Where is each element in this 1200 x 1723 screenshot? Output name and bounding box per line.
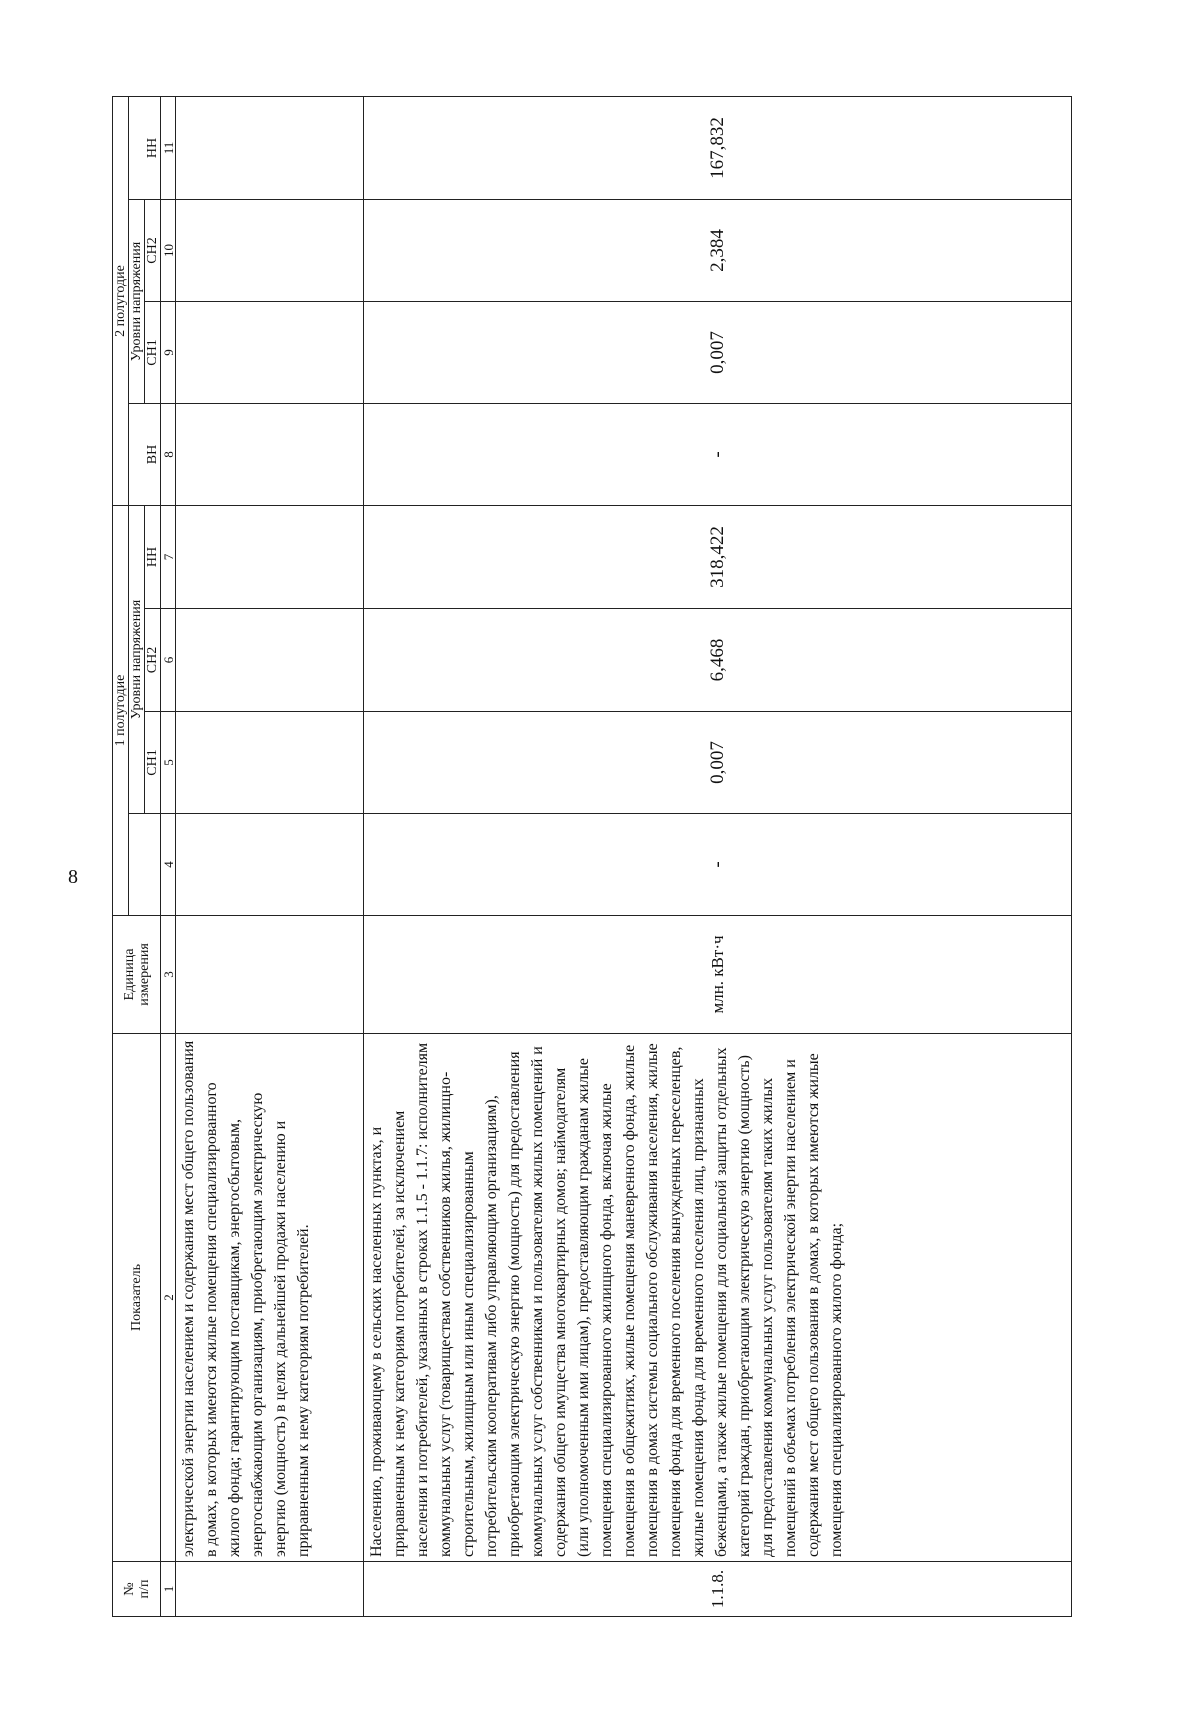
column-number: 10: [161, 200, 176, 302]
value-vn-2: [176, 404, 364, 506]
value-nn-1: [176, 506, 364, 609]
table-row: [176, 97, 364, 1617]
value-sn1-2: 0,007: [364, 302, 1072, 404]
value-sn1-2: [176, 302, 364, 404]
column-number: 2: [161, 1034, 176, 1562]
value-sn2-2: 2,384: [364, 200, 1072, 302]
header-nn-2: НН: [129, 97, 161, 200]
value-nn-1: 318,422: [364, 506, 1072, 609]
header-voltage-levels-2: Уровни напряжения: [129, 200, 145, 404]
header-vn-1-blank: [129, 814, 161, 916]
value-sn1-1: [176, 712, 364, 814]
column-number: 4: [161, 814, 176, 916]
value-sn2-1: 6,468: [364, 609, 1072, 712]
value-vn-1: [176, 814, 364, 916]
table-row: [364, 97, 1072, 1617]
column-number-row: [161, 97, 176, 1617]
value-vn-2: -: [364, 404, 1072, 506]
value-vn-1: -: [364, 814, 1072, 916]
header-half1: 1 полугодие: [113, 506, 129, 916]
row-number: 1.1.8.: [364, 1562, 1072, 1617]
value-sn2-1: [176, 609, 364, 712]
header-nn-1: НН: [145, 506, 161, 609]
header-sn2-1: СН2: [145, 609, 161, 712]
header-sn1-2: СН1: [145, 302, 161, 404]
row-indicator: Населению, проживающему в сельских населенных пунктах, и приравненным к нему категориям потребителей, за исключением населения и потребителей, указанных в строках 1.1.5 - 1.1.7: исполнителям коммунальных услуг (товариществам собственников жилья, жилищно-строительным, жилищным или иным специализированным потребительским кооперативам либо управляющим организациям), приобретающим электрическую энергию (мощность) для предоставления коммунальных услуг собственникам и пользователям жилых помещений и содержания общего имущества многоквартирных домов; наймодателям (или уполномоченным ими лицам), предоставляющим гражданам жилые помещения специализированного жилищного фонда, включая жилые помещения в общежитиях, жилые помещения маневренного фонда, жилые помещения в домах системы социального обслуживания населения, жилые помещения фонда для временного поселения вынужденных переселенцев, жилые помещения фонда для временного поселения лиц, признанных беженцами, а также жилые помещения для социальной защиты отдельных категорий граждан, приобретающим электрическую энергию (мощность) для предоставления коммунальных услуг пользователям таких жилых помещений в объемах потребления электрической энергии населением и содержания мест общего пользования в домах, в которых имеются жилые помещения специализированного жилого фонда;: [364, 1034, 1072, 1562]
value-nn-2: 167,832: [364, 97, 1072, 200]
header-vn-2: ВН: [129, 404, 161, 506]
column-number: 7: [161, 506, 176, 609]
column-number: 3: [161, 916, 176, 1034]
value-sn1-1: 0,007: [364, 712, 1072, 814]
tariff-table: [112, 96, 1072, 1617]
row-indicator: электрической энергии населением и содержания мест общего пользования в домах, в которых имеются жилые помещения специализированного жилого фонда; гарантирующим поставщикам, энергосбытовым, энергоснабжающим организациям, приобретающим электрическую энергию (мощность) в целях дальнейшей продажи населению и приравненным к нему категориям потребителей.: [176, 1034, 364, 1562]
column-number: 8: [161, 404, 176, 506]
column-number: 1: [161, 1562, 176, 1617]
column-number: 5: [161, 712, 176, 814]
header-voltage-levels-1: Уровни напряжения: [129, 506, 145, 814]
page-number: 8: [68, 866, 78, 888]
value-nn-2: [176, 97, 364, 200]
column-number: 11: [161, 97, 176, 200]
header-sn2-2: СН2: [145, 200, 161, 302]
row-unit: [176, 916, 364, 1034]
header-half2: 2 полугодие: [113, 97, 129, 506]
header-no: № п/п: [113, 1562, 161, 1617]
rotated-table-container: [112, 97, 1072, 1617]
header-indicator: Показатель: [113, 1034, 161, 1562]
column-number: 6: [161, 609, 176, 712]
row-number: [176, 1562, 364, 1617]
row-unit: млн. кВт·ч: [364, 916, 1072, 1034]
column-number: 9: [161, 302, 176, 404]
header-unit: Единица измерения: [113, 916, 161, 1034]
header-sn1-1: СН1: [145, 712, 161, 814]
value-sn2-2: [176, 200, 364, 302]
